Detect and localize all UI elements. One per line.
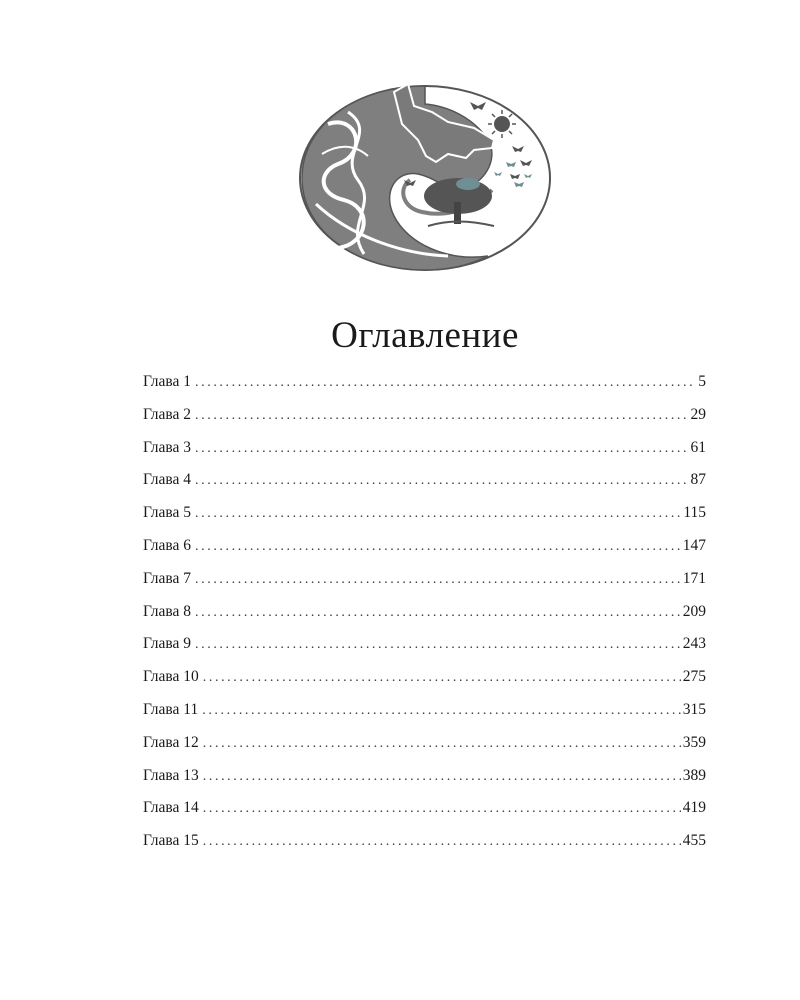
- page-number: 61: [690, 438, 706, 456]
- chapter-label: Глава 12: [143, 733, 199, 751]
- list-item[interactable]: [143, 661, 706, 694]
- list-item[interactable]: [143, 497, 706, 530]
- dot-leader: [195, 367, 696, 400]
- dot-leader: [203, 662, 681, 695]
- chapter-label: Глава 8: [143, 602, 192, 620]
- list-item[interactable]: [143, 366, 706, 399]
- chapter-label: Глава 7: [143, 569, 192, 587]
- page-number: 209: [682, 602, 706, 620]
- chapter-label: Глава 14: [143, 799, 199, 817]
- page-number: 389: [682, 766, 706, 784]
- dot-leader: [195, 597, 681, 630]
- page-number: 29: [690, 405, 706, 423]
- page-number: 275: [682, 668, 706, 686]
- chapter-label: Глава 5: [143, 504, 192, 522]
- list-item[interactable]: [143, 432, 706, 465]
- list-item[interactable]: [143, 399, 706, 432]
- page-number: 359: [682, 733, 706, 751]
- list-item[interactable]: [143, 628, 706, 661]
- list-item[interactable]: [143, 760, 706, 793]
- table-of-contents: [143, 366, 706, 858]
- celtic-wolf-emblem-icon: [298, 84, 552, 272]
- chapter-label: Глава 2: [143, 405, 192, 423]
- list-item[interactable]: [143, 792, 706, 825]
- list-item[interactable]: [143, 530, 706, 563]
- list-item[interactable]: [143, 727, 706, 760]
- page-number: 87: [690, 471, 706, 489]
- chapter-label: Глава 15: [143, 832, 199, 850]
- page-number: 455: [682, 832, 706, 850]
- list-item[interactable]: [143, 464, 706, 497]
- list-item[interactable]: [143, 825, 706, 858]
- dot-leader: [203, 761, 681, 794]
- chapter-label: Глава 3: [143, 438, 192, 456]
- chapter-label: Глава 11: [143, 700, 199, 718]
- page-number: 243: [682, 635, 706, 653]
- chapter-label: Глава 6: [143, 536, 192, 554]
- dot-leader: [202, 695, 681, 728]
- list-item[interactable]: [143, 694, 706, 727]
- dot-leader: [195, 531, 681, 564]
- dot-leader: [195, 465, 688, 498]
- dot-leader: [195, 400, 688, 433]
- dot-leader: [203, 728, 681, 761]
- dot-leader: [195, 498, 681, 531]
- page-number: 419: [682, 799, 706, 817]
- dot-leader: [195, 564, 681, 597]
- chapter-label: Глава 4: [143, 471, 192, 489]
- list-item[interactable]: [143, 596, 706, 629]
- page-number: 115: [683, 504, 706, 522]
- page-number: 171: [682, 569, 706, 587]
- chapter-label: Глава 10: [143, 668, 199, 686]
- page-number: 5: [698, 373, 706, 390]
- dot-leader: [203, 826, 681, 859]
- chapter-label: Глава 1: [143, 373, 192, 390]
- dot-leader: [195, 433, 688, 466]
- chapter-label: Глава 9: [143, 635, 192, 653]
- list-item[interactable]: [143, 563, 706, 596]
- dot-leader: [203, 793, 681, 826]
- page-number: 147: [682, 536, 706, 554]
- page-number: 315: [682, 700, 706, 718]
- dot-leader: [195, 629, 681, 662]
- page-title: Оглавление: [331, 315, 519, 356]
- chapter-label: Глава 13: [143, 766, 199, 784]
